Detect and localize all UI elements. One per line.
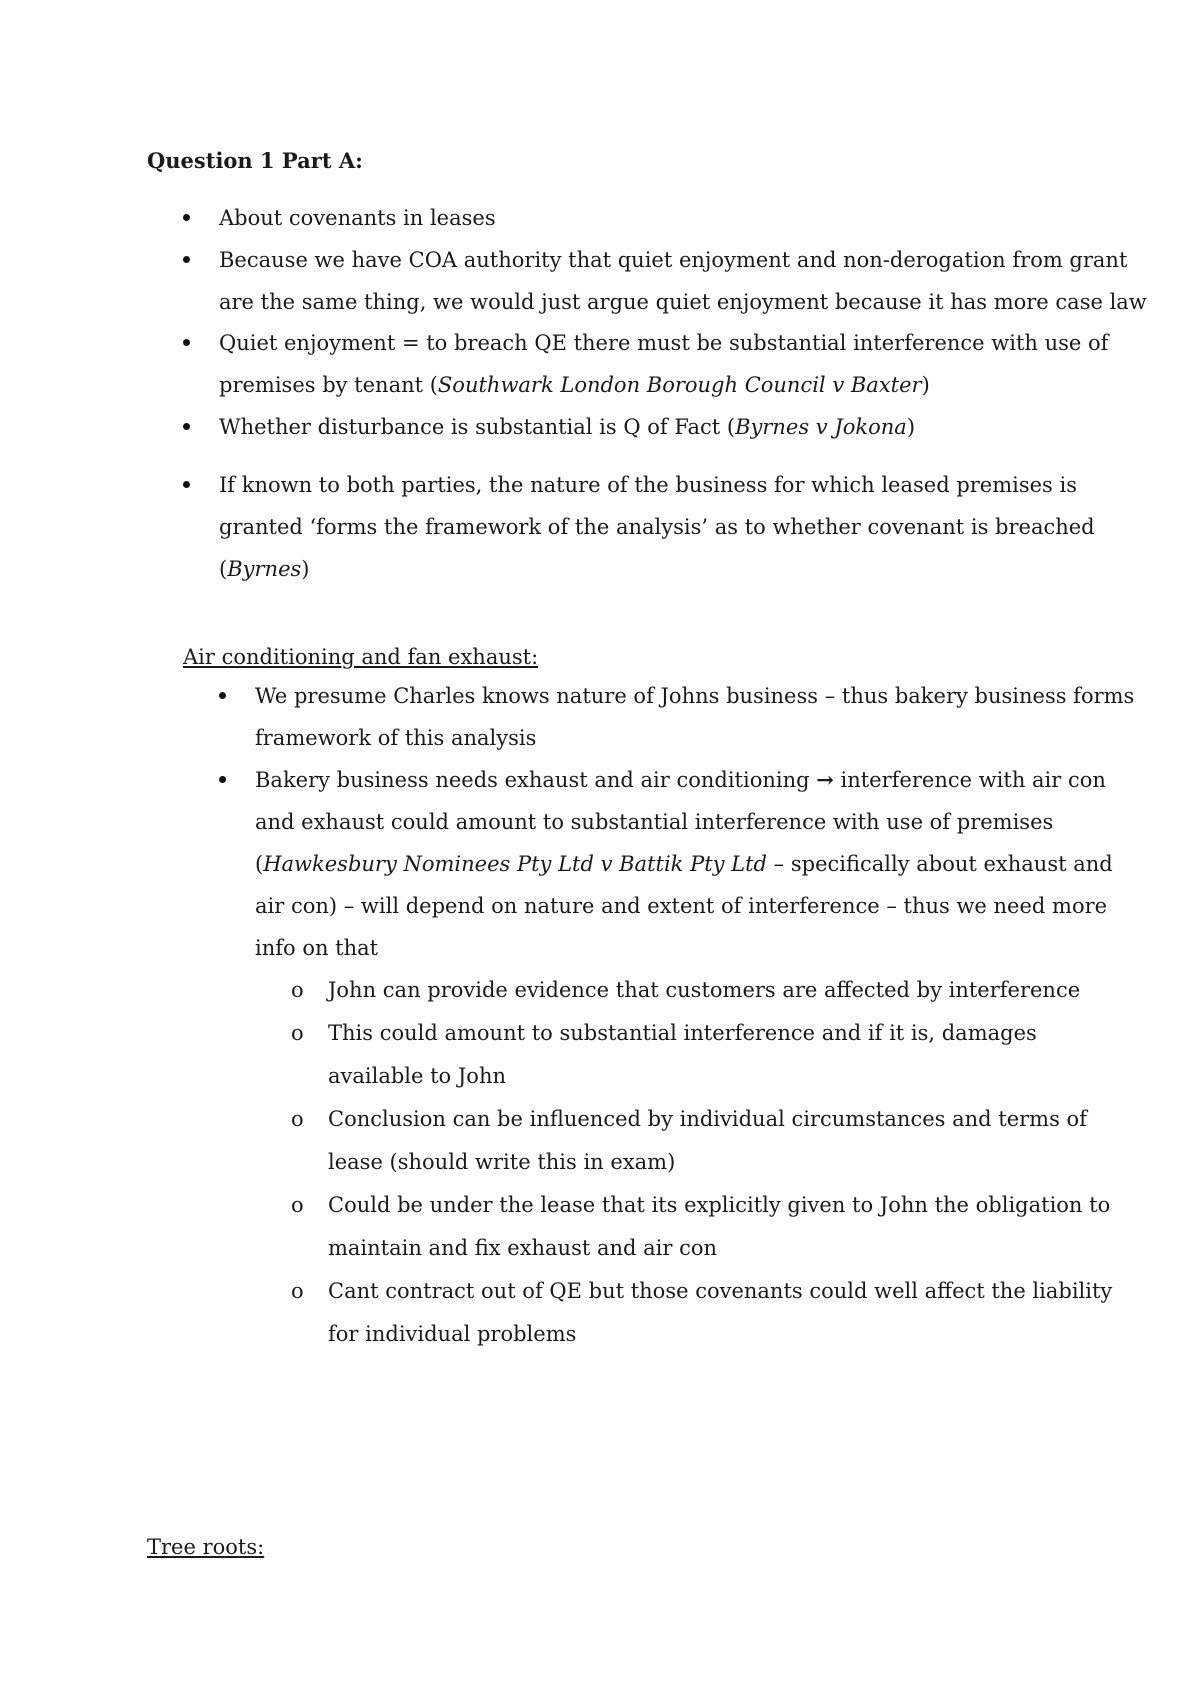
sub-bullet-text-cont: for individual problems xyxy=(328,1322,577,1346)
bullet-icon xyxy=(183,481,190,488)
text-span: ( xyxy=(255,852,264,876)
text-span: Bakery business needs exhaust and air conditioning xyxy=(255,768,817,792)
bullet-icon xyxy=(183,214,190,221)
section-heading-air: Air conditioning and fan exhaust: xyxy=(183,645,539,669)
sub-bullet-text-cont: available to John xyxy=(328,1064,506,1088)
text-span: premises by tenant ( xyxy=(219,373,438,397)
bullet-text-cont: are the same thing, we would just argue quiet enjoyment because it has more case law xyxy=(219,290,1147,314)
text-span: ) xyxy=(921,373,930,397)
bullet-icon xyxy=(219,692,226,699)
bullet-icon xyxy=(183,256,190,263)
bullet-text-cont: air con) – will depend on nature and extent of interference – thus we need more xyxy=(255,894,1108,918)
text-span: Whether disturbance is substantial is Q of Fact ( xyxy=(219,415,736,439)
section-heading-tree: Tree roots: xyxy=(147,1535,265,1559)
bullet-text: About covenants in leases xyxy=(219,206,496,230)
bullet-text xyxy=(255,765,1106,795)
bullet-text xyxy=(219,412,915,442)
bullet-text: If known to both parties, the nature of the business for which leased premises is xyxy=(219,473,1078,497)
page-title: Question 1 Part A: xyxy=(147,148,363,173)
case-citation: Byrnes xyxy=(227,557,302,581)
sub-bullet-text-cont: lease (should write this in exam) xyxy=(328,1150,676,1174)
case-citation: Hawkesbury Nominees Pty Ltd v Battik Pty Ltd xyxy=(263,852,767,876)
sub-bullet-text: Cant contract out of QE but those covenants could well affect the liability xyxy=(328,1279,1113,1303)
bullet-text-cont xyxy=(219,370,930,400)
circle-bullet-icon: o xyxy=(291,1279,304,1303)
text-span: ) xyxy=(301,557,310,581)
sub-bullet-text: Conclusion can be influenced by individual circumstances and terms of xyxy=(328,1107,1087,1131)
bullet-text-cont: info on that xyxy=(255,936,379,960)
bullet-text-cont: and exhaust could amount to substantial interference with use of premises xyxy=(255,810,1054,834)
bullet-text-cont: granted ‘forms the framework of the analysis’ as to whether covenant is breached xyxy=(219,515,1095,539)
case-citation: Southwark London Borough Council v Baxter xyxy=(437,373,922,397)
text-span: ) xyxy=(906,415,916,439)
bullet-text: We presume Charles knows nature of Johns business – thus bakery business forms xyxy=(255,684,1135,708)
circle-bullet-icon: o xyxy=(291,978,304,1002)
circle-bullet-icon: o xyxy=(291,1107,304,1131)
text-span: – specifically about exhaust and xyxy=(767,852,1113,876)
bullet-text: Because we have COA authority that quiet enjoyment and non-derogation from grant xyxy=(219,248,1128,272)
bullet-icon xyxy=(183,423,190,430)
sub-bullet-text: This could amount to substantial interference and if it is, damages xyxy=(328,1021,1037,1045)
bullet-icon xyxy=(219,776,226,783)
bullet-text-cont: framework of this analysis xyxy=(255,726,537,750)
bullet-text: Quiet enjoyment = to breach QE there must be substantial interference with use of xyxy=(219,331,1109,355)
bullet-icon xyxy=(183,339,190,346)
bullet-text-cont xyxy=(219,554,309,584)
bullet-text-cont xyxy=(255,849,1113,879)
circle-bullet-icon: o xyxy=(291,1021,304,1045)
sub-bullet-text: John can provide evidence that customers are affected by interference xyxy=(328,978,1081,1002)
sub-bullet-text: Could be under the lease that its explicitly given to John the obligation to xyxy=(328,1193,1111,1217)
sub-bullet-text-cont: maintain and fix exhaust and air con xyxy=(328,1236,718,1260)
text-span: interference with air con xyxy=(833,768,1106,792)
arrow-right-icon: → xyxy=(816,767,834,792)
case-citation: Byrnes v Jokona xyxy=(735,415,907,439)
circle-bullet-icon: o xyxy=(291,1193,304,1217)
text-span: ( xyxy=(219,557,228,581)
